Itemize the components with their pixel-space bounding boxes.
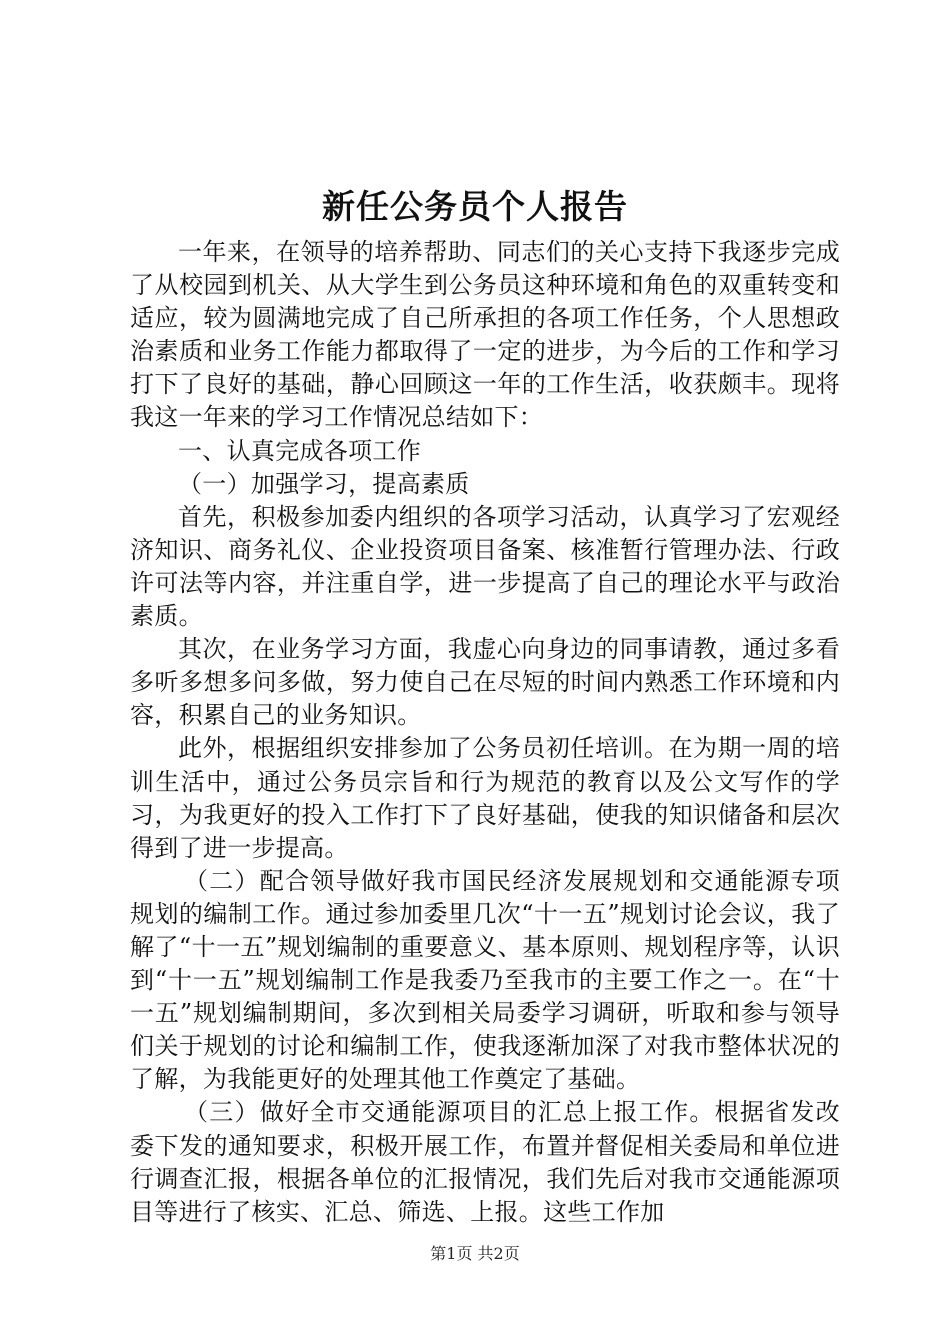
body-paragraph: （二）配合领导做好我市国民经济发展规划和交通能源专项规划的编制工作。通过参加委里几次“十一五”规划讨论会议，我了解了“十一五”规划编制的重要意义、基本原则、规划程序等，认识到“十一五”规划编制工作是我委乃至我市的主要工作之一。在“十一五”规划编制期间，多次到相关局委学习调研，听取和参与领导们关于规划的讨论和编制工作，使我逐渐加深了对我市整体状况的了解，为我能更好的处理其他工作奠定了基础。 (130, 866, 840, 1094)
body-paragraph: 其次，在业务学习方面，我虚心向身边的同事请教，通过多看多听多想多问多做，努力使自己在尽短的时间内熟悉工作环境和内容，积累自己的业务知识。 (130, 635, 840, 730)
document-body (130, 236, 840, 1229)
body-paragraph: 此外，根据组织安排参加了公务员初任培训。在为期一周的培训生活中，通过公务员宗旨和行为规范的教育以及公文写作的学习，为我更好的投入工作打下了良好基础，使我的知识储备和层次得到了进一步提高。 (130, 734, 840, 862)
subsection-heading: （一）加强学习，提高素质 (178, 469, 470, 498)
page-number: 第1页 共2页 (430, 1244, 520, 1263)
body-paragraph: （三）做好全市交通能源项目的汇总上报工作。根据省发改委下发的通知要求，积极开展工作，布置并督促相关委局和单位进行调查汇报，根据各单位的汇报情况，我们先后对我市交通能源项目等进行了核实、汇总、筛选、上报。这些工作加 (130, 1098, 840, 1226)
intro-paragraph: 一年来，在领导的培养帮助、同志们的关心支持下我逐步完成了从校园到机关、从大学生到公务员这种环境和角色的双重转变和适应，较为圆满地完成了自己所承担的各项工作任务，个人思想政治素质和业务工作能力都取得了一定的进步，为今后的工作和学习打下了良好的基础，静心回顾这一年的工作生活，收获颇丰。现将我这一年来的学习工作情况总结如下： (130, 238, 840, 432)
body-paragraph: 首先，积极参加委内组织的各项学习活动，认真学习了宏观经济知识、商务礼仪、企业投资项目备案、核准暂行管理办法、行政许可法等内容，并注重自学，进一步提高了自己的理论水平与政治素质。 (130, 502, 840, 631)
section-heading: 一、认真完成各项工作 (178, 436, 421, 465)
document-title: 新任公务员个人报告 (322, 187, 628, 226)
